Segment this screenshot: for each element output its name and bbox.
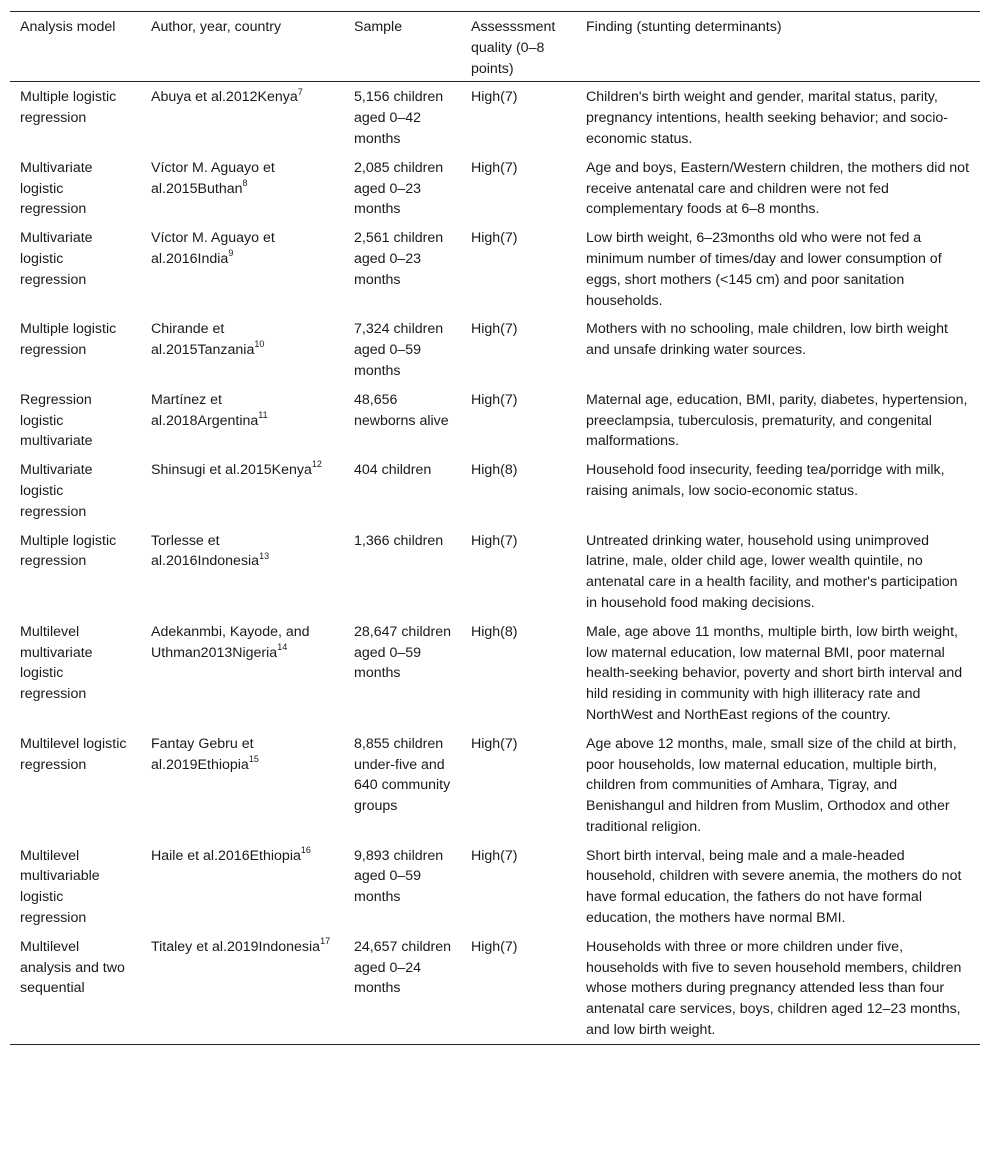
table-row [10,617,980,729]
cell-sample: 28,647 children aged 0–59 months [354,623,452,682]
cell-sample: 2,561 children aged 0–23 months [354,230,444,288]
cell-author [141,932,344,1044]
cell-author [141,82,344,153]
table-row [10,82,980,153]
reference-number: 12 [311,459,322,470]
cell-quality: High(7) [471,532,518,549]
author-text: Adekanmbi, Kayode, and Uthman2013Nigeria [151,623,310,661]
table-row [10,455,980,525]
cell-sample: 404 children [354,462,432,479]
cell-sample: 1,366 children [354,532,444,549]
table-header [10,12,980,82]
cell-author [141,385,344,455]
author-text: Martínez et al.2018Argentina [151,391,259,429]
cell-finding: Untreated drinking water, household using unimproved latrine, male, older child age, lower wealth quintile, no antenatal care in a health facility, and mother's participation in household food making decisions. [586,532,958,611]
cell-model: Multivariate logistic regression [20,462,93,520]
author-text: Torlesse et al.2016Indonesia [151,532,260,570]
reference-number: 16 [300,844,311,855]
cell-author [141,455,344,525]
cell-model: Multiple logistic regression [20,89,117,127]
author-text: Víctor M. Aguayo et al.2015Buthan [151,159,275,197]
cell-finding: Mothers with no schooling, male children, low birth weight and unsafe drinking water sources. [586,321,948,359]
cell-finding: Male, age above 11 months, multiple birth, low birth weight, low maternal education, low maternal BMI, poor maternal health-seeking behavior, poverty and short birth interval and hild residing in community with high illiteracy rate and NorthWest and NorthEast regions of the country. [586,623,963,723]
cell-quality: High(8) [471,623,518,640]
table-row [10,153,980,223]
cell-quality: High(7) [471,230,518,247]
cell-sample: 8,855 children under-five and 640 community groups [354,735,451,815]
cell-quality: High(7) [471,89,518,106]
cell-author [141,841,344,932]
cell-author [141,314,344,384]
reference-number: 13 [259,550,270,561]
cell-author [141,729,344,841]
cell-model: Multilevel multivariable logistic regression [20,847,100,927]
cell-finding: Age above 12 months, male, small size of the child at birth, poor households, low maternal education, multiple birth, children from communities of Amhara, Tigray, and Benishangul and hildren from Muslim, Orthodox and other traditional religion. [586,735,957,835]
header-author-year-country: Author, year, country [151,19,282,35]
cell-quality: High(7) [471,735,518,752]
cell-quality: High(7) [471,321,518,338]
cell-quality: High(8) [471,462,518,479]
cell-finding: Household food insecurity, feeding tea/porridge with milk, raising animals, low socio-economic status. [586,462,945,499]
cell-quality: High(7) [471,847,518,864]
cell-sample: 2,085 children aged 0–23 months [354,159,444,218]
cell-quality: High(7) [471,938,518,955]
table-row [10,526,980,617]
reference-number: 9 [228,248,234,259]
header-analysis-model: Analysis model [20,19,116,35]
table-row [10,729,980,841]
reference-number: 10 [254,339,265,350]
cell-finding: Age and boys, Eastern/Western children, the mothers did not receive antenatal care and children were not fed complementary foods at 6–8 months. [586,159,970,218]
cell-finding: Low birth weight, 6–23months old who were not fed a minimum number of times/day and lower consumption of eggs, short mothers (<145 cm) and poor sanitation households. [586,230,942,309]
cell-author [141,617,344,729]
cell-model: Multilevel analysis and two sequential [20,938,125,997]
author-text: Fantay Gebru et al.2019Ethiopia [151,735,254,773]
cell-author [141,526,344,617]
table-row [10,314,980,384]
cell-sample: 7,324 children aged 0–59 months [354,321,444,379]
author-text: Víctor M. Aguayo et al.2016India [151,230,275,267]
stunting-determinants-table-container [10,11,980,1045]
cell-model: Multilevel multivariate logistic regression [20,623,93,703]
cell-model: Multiple logistic regression [20,532,117,570]
author-text: Shinsugi et al.2015Kenya [151,462,312,479]
stunting-determinants-table [10,11,980,1045]
table-row [10,223,980,314]
reference-number: 11 [258,409,268,420]
reference-number: 8 [242,177,248,188]
table-row [10,841,980,932]
cell-finding: Households with three or more children under five, households with five to seven household members, children whose mothers during pregnancy attended less than four antenatal care services, boys, children aged 12–23 months, and low birth weight. [586,938,962,1039]
author-text: Chirande et al.2015Tanzania [151,321,255,359]
header-finding: Finding (stunting determinants) [586,19,782,35]
cell-quality: High(7) [471,391,518,408]
table-body [10,82,980,1044]
cell-sample: 48,656 newborns alive [354,391,449,429]
header-row [10,12,980,82]
cell-author [141,153,344,223]
reference-number: 15 [248,753,259,764]
author-text: Titaley et al.2019Indonesia [151,938,321,955]
cell-model: Regression logistic multivariate [20,391,93,450]
table-row [10,932,980,1044]
cell-quality: High(7) [471,159,518,176]
header-sample: Sample [354,19,403,35]
cell-sample: 5,156 children aged 0–42 months [354,89,444,147]
cell-finding: Maternal age, education, BMI, parity, diabetes, hypertension, preeclampsia, tuberculosis, prematurity, and congenital malformations. [586,391,968,450]
reference-number: 17 [320,936,331,947]
cell-finding: Short birth interval, being male and a male-headed household, children with severe anemia, the mothers do not have formal education, the fathers do not have formal education, the mothers have normal BMI. [586,847,962,927]
cell-author [141,223,344,314]
author-text: Haile et al.2016Ethiopia [151,847,301,864]
author-text: Abuya et al.2012Kenya [151,89,298,106]
header-assessment-quality: Assesssment quality (0–8 points) [471,19,556,77]
cell-sample: 24,657 children aged 0–24 months [354,938,452,997]
cell-finding: Children's birth weight and gender, marital status, parity, pregnancy intentions, health seeking behavior; and socio-economic status. [586,89,949,147]
cell-sample: 9,893 children aged 0–59 months [354,847,444,906]
reference-number: 7 [297,86,303,97]
cell-model: Multivariate logistic regression [20,230,93,288]
cell-model: Multilevel logistic regression [20,735,127,773]
reference-number: 14 [277,641,288,652]
cell-model: Multivariate logistic regression [20,159,93,218]
table-row [10,385,980,455]
cell-model: Multiple logistic regression [20,321,117,359]
